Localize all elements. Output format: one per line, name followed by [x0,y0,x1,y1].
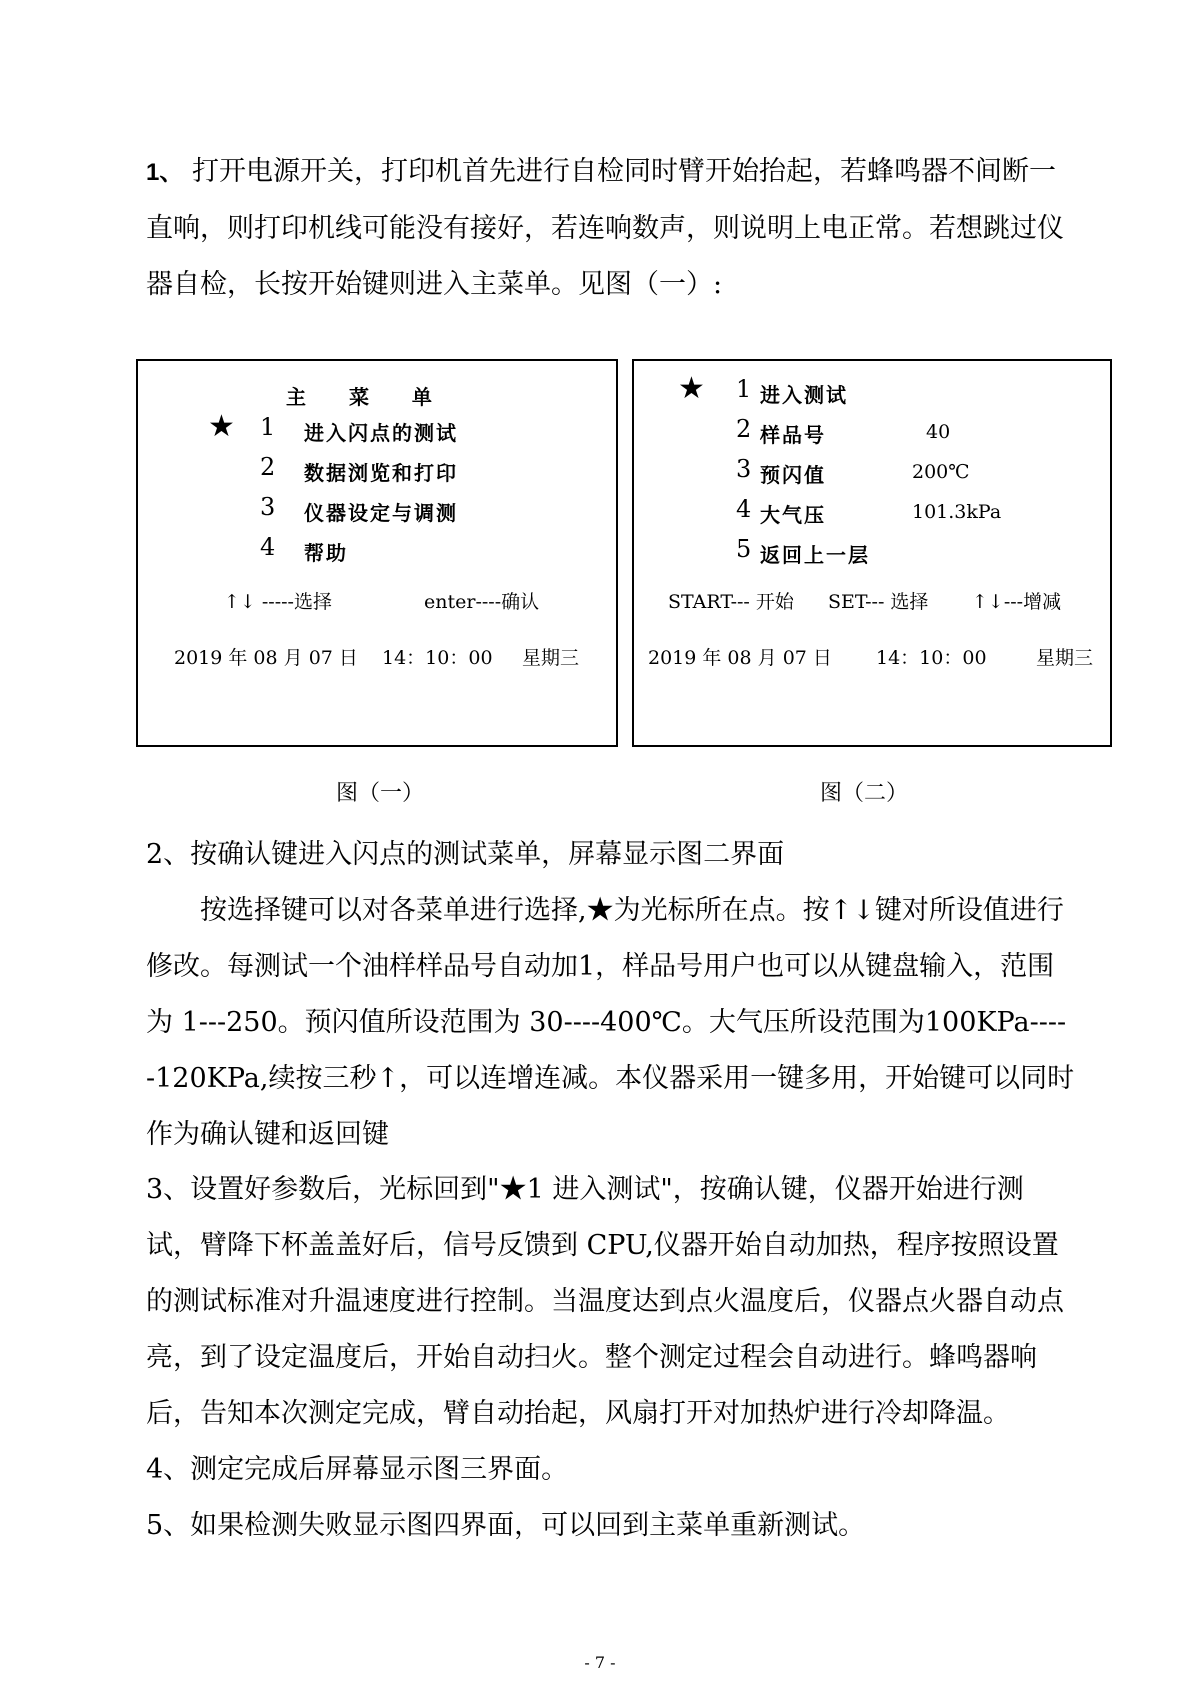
paragraph-number: 1、 [146,159,184,186]
menu-item-return[interactable]: 返回上一层 [760,543,870,567]
screen-date: 2019 年 08 月 07 日 [174,647,358,669]
paragraph-test-failed: 5、如果检测失败显示图四界面，可以回到主菜单重新测试。 [146,1510,866,1541]
menu-item-sample-number[interactable]: 样品号 [760,423,826,447]
figure2-caption: 图（二） [820,781,909,806]
hint-start: START--- 开始 [668,591,794,613]
menu-item-flash-test[interactable]: 进入闪点的测试 [304,421,458,445]
sample-number-value: 40 [926,421,951,443]
main-menu-title: 主 菜 单 [286,385,450,409]
hint-set: SET--- 选择 [828,591,929,613]
screen-time: 14：10：00 [876,647,987,669]
menu-item-number: 4 [260,533,276,561]
menu-item-number: 3 [260,493,276,521]
preflash-value: 200℃ [912,461,970,483]
cursor-star-icon: ★ [208,409,235,444]
menu-item-number: 2 [260,453,276,481]
cursor-star-icon: ★ [678,371,705,406]
screen-weekday: 星期三 [1036,647,1094,669]
hint-select: ↑↓ -----选择 [224,591,332,613]
menu-item-data-browse-print[interactable]: 数据浏览和打印 [304,461,458,485]
menu-item-number: 5 [736,535,752,563]
menu-item-number: 1 [260,413,276,441]
atmospheric-pressure-value: 101.3kPa [912,501,1002,523]
menu-item-number: 2 [736,415,752,443]
menu-item-number: 1 [736,375,752,403]
paragraph-enter-test: 2、按确认键进入闪点的测试菜单，屏幕显示图二界面 [146,839,785,870]
hint-confirm: enter----确认 [424,591,540,613]
screen-date: 2019 年 08 月 07 日 [648,647,832,669]
hint-adjust: ↑↓---增减 [972,591,1062,613]
paragraph-selection-rules: 按选择键可以对各菜单进行选择,★为光标所在点。按↑↓键对所设值进行修改。每测试一个油样样品号自动加1，样品号用户也可以从键盘输入，范围为 1---250。预闪值所设范围为 30----400℃。大气压所设范围为100KPa-----120KPa,续按三秒↑，可以连增连减。本仪器采用一键多用，开始键可以同时作为确认键和返回键 [146,895,1075,1150]
menu-item-number: 3 [736,455,752,483]
menu-item-preflash-value[interactable]: 预闪值 [760,463,826,487]
page-number: - 7 - [584,1653,616,1672]
menu-item-atmospheric-pressure[interactable]: 大气压 [760,503,826,527]
menu-item-instrument-settings[interactable]: 仪器设定与调测 [304,501,458,525]
screen-time: 14：10：00 [382,647,493,669]
paragraph-test-complete: 4、测定完成后屏幕显示图三界面。 [146,1454,569,1485]
figure1-caption: 图（一） [336,781,425,806]
menu-item-help[interactable]: 帮助 [304,541,348,565]
paragraph-power-on [146,144,1076,313]
menu-item-enter-test[interactable]: 进入测试 [760,383,848,407]
paragraph-test-procedure: 3、设置好参数后，光标回到"★1 进入测试"，按确认键，仪器开始进行测试，臂降下杯盖盖好后，信号反馈到 CPU,仪器开始自动加热，程序按照设置的测试标准对升温速度进行控制。当温度达到点火温度后，仪器点火器自动点亮，到了设定温度后，开始自动扫火。整个测定过程会自动进行。蜂鸣器响后，告知本次测定完成，臂自动抬起，风扇打开对加热炉进行冷却降温。 [146,1174,1064,1429]
main-menu-screen [136,359,618,747]
test-menu-screen [632,359,1112,747]
menu-item-number: 4 [736,495,752,523]
screen-weekday: 星期三 [522,647,580,669]
paragraph-text: 打开电源开关，打印机首先进行自检同时臂开始抬起，若蜂鸣器不间断一直响，则打印机线可能没有接好，若连响数声，则说明上电正常。若想跳过仪器自检，长按开始键则进入主菜单。见图（一）: [146,156,1064,300]
